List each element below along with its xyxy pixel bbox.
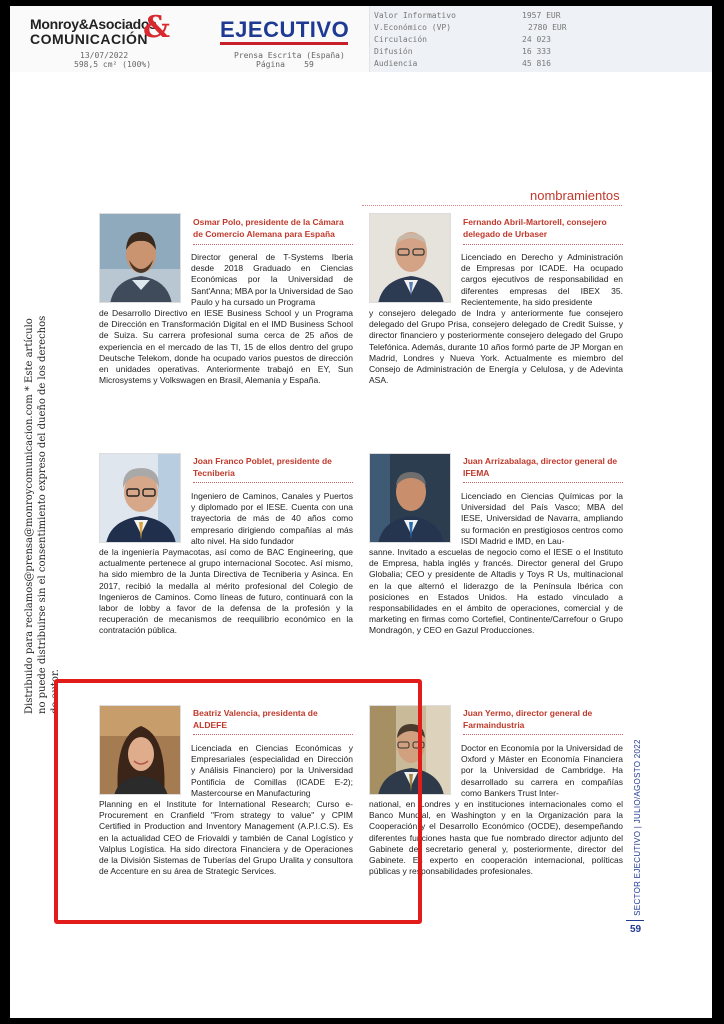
portrait-photo bbox=[369, 213, 451, 303]
profile-rule bbox=[193, 482, 353, 483]
stat-value: 1957 EUR bbox=[522, 11, 561, 20]
publication-underline bbox=[220, 42, 348, 45]
profile-name-title: Osmar Polo, presidente de la Cámara de Comercio Alemana para España bbox=[193, 217, 344, 239]
stat-row bbox=[374, 11, 708, 21]
stat-label: V.Económico (VP) bbox=[374, 23, 452, 32]
profile-body-continued: national, en Londres y en instituciones internacionales como el Banco Mundial, en Washington y en la Organización para la Cooperación y el Desarrollo Económico (OCDE), desempeñando diferentes funciones hasta que fue nombrado director adjunto del Gabinete del secretario general y, posteriormente, director del Gabinete. Es experto en cooperación internacional, políticas públicas y responsabilidades profesionales. bbox=[369, 799, 623, 877]
profile-rule bbox=[463, 734, 623, 735]
profile-rule bbox=[193, 244, 353, 245]
agency-ampersand-logo: & bbox=[143, 10, 171, 45]
clipping-size: 598,5 cm² (100%) bbox=[74, 60, 152, 69]
profile-body: Doctor en Economía por la Universidad de Oxford y Máster en Economía Financiera por la Universidad de Cambridge. Ha desarrollado su carrera en compañías como Bankers Trust Inter- bbox=[461, 743, 623, 798]
vertical-footer bbox=[629, 739, 645, 924]
clipping-header bbox=[10, 6, 712, 72]
portrait-photo bbox=[99, 453, 181, 543]
profile-body-continued: sanne. Invitado a escuelas de negocio como el IESE o el Instituto de Empresa, habla inglés y francés. Director general del Grupo Globalia; CEO y presidente de Altadis y Toys R Us, multinacional en la que alternó el liderazgo de la Península Ibérica con posiciones en Estados Unidos. Ha estado vinculado a responsabilidades en el ámbito de operaciones, comercial y de marketing en firmas como Cortefiel, Continente/Carrefour o Grupo Mondragón, y CEO en Gazul Producciones. bbox=[369, 547, 623, 636]
red-highlight-box bbox=[54, 679, 422, 924]
page-number: 59 bbox=[630, 924, 642, 935]
page-value: 59 bbox=[304, 60, 314, 69]
publication-name: EJECUTIVO bbox=[220, 17, 350, 42]
stat-row bbox=[374, 59, 708, 69]
stat-label: Circulación bbox=[374, 35, 427, 44]
clipping-stats bbox=[370, 6, 712, 72]
stat-label: Valor Informativo bbox=[374, 11, 456, 20]
profile-body: Director general de T-Systems Iberia desde 2018 Graduado en Ciencias Económicas por la Universidad de Sant'Anna; MBA por la Universidad de Sao Paulo y ha cursado un Programa bbox=[191, 252, 353, 307]
agency-name-line1: Monroy&Asociados bbox=[30, 16, 157, 32]
magazine-page bbox=[10, 6, 712, 1018]
portrait-photo bbox=[369, 453, 451, 543]
agency-name-line2: COMUNICACIÓN bbox=[30, 31, 148, 47]
section-title: nombramientos bbox=[530, 188, 620, 203]
section-rule bbox=[362, 205, 622, 206]
profile-name-title: Beatriz Valencia, presidenta de ALDEFE bbox=[193, 708, 318, 730]
profile-name-title: Juan Arrizabalaga, director general de IFEMA bbox=[463, 456, 618, 478]
profile-body: Licenciada en Ciencias Económicas y Empresariales (especialidad en Dirección y Análisis Financiero) por la Universidad Pontificia de Comillas (ICADE E-2); Mastercourse en Manufacturing bbox=[191, 743, 353, 798]
profile-body-continued: de Desarrollo Directivo en IESE Business School y un Programa de Dirección en Transformación Digital en el IMD Business School de Suiza. Su carrera profesional suma cerca de 25 años de experiencia en el mercado de las TI, 15 de ellos dentro del grupo Deutsche Telekom, donde ha ocupado varios puestos de dirección en unidades operativas. Anteriormente trabajó en EY, Sun Microsystems y Volkswagen en Brasil, Alemania y España. bbox=[99, 308, 353, 386]
publication-page bbox=[256, 60, 314, 69]
vertical-footer-text: SECTOR EJECUTIVO | JULIO/AGOSTO 2022 bbox=[633, 739, 642, 916]
stat-row bbox=[374, 35, 708, 45]
stat-row bbox=[374, 47, 708, 57]
clipping-date: 13/07/2022 bbox=[80, 51, 129, 60]
profile-body: Licenciado en Ciencias Químicas por la Universidad del País Vasco; MBA del IESE, Universidad de Navarra, ampliando su formación en prestigiosos centros como ISDI Madrid e IMD, en Lau- bbox=[461, 491, 623, 546]
profile-rule bbox=[463, 482, 623, 483]
portrait-photo bbox=[99, 213, 181, 303]
profile-name-title: Juan Yermo, director general de Farmaindustria bbox=[463, 708, 593, 730]
profile-body-continued: y consejero delegado de Indra y anteriormente fue consejero delegado del Grupo Prisa, consejero delegado de Credit Suisse, y director financiero y posteriormente consejero delegado del Grupo Telefónica. Además, durante 10 años formó parte de JP Morgan en Madrid, Londres y Nueva York. Actualmente es miembro del Consejo de Administración de Energía y Celulosa, y de Adevinta ASA. bbox=[369, 308, 623, 386]
profile-rule bbox=[463, 244, 623, 245]
profile-body: Ingeniero de Caminos, Canales y Puertos y diplomado por el IESE. Cuenta con una trayectoria de más de 40 años como empresario dirigiendo compañías al más alto nivel. Ha sido fundador bbox=[191, 491, 353, 546]
stat-row bbox=[374, 23, 708, 33]
footer-rule bbox=[626, 920, 644, 921]
profile-body-continued: de la ingeniería Paymacotas, así como de BAC Engineering, que actualmente pertenece al grupo internacional Socotec. Así mismo, ha sido miembro de la Junta Directiva de Tecniberia y Asinca. En 2017, recibió la medalla al mérito profesional del Colegio de Ingenieros de Caminos. Como líneas de futuro, continuará con la labor de lobby a favor de la defensa de la profesión y la recuperación de mecanismos de reequilibrio económico en la contratación pública. bbox=[99, 547, 353, 636]
profile-body-continued: Planning en el Institute for International Research; Curso e-Procurement en Cranfield "From strategy to value" y CPIM Certified in Production and Inventory Management (A.P.I.C.S). Es en la actualidad CEO de Friovaldi y también de Canal Logístico y Valplus Logística. Ha sido directora Financiera y de Operaciones de la División Sistemas de Tuberías del Grupo Uralita y consultora de Accenture en su área de Strategic Services. bbox=[99, 799, 353, 877]
publication-type: Prensa Escrita (España) bbox=[234, 51, 345, 60]
profile-name-title: Fernando Abril-Martorell, consejero delegado de Urbaser bbox=[463, 217, 607, 239]
stat-label: Audiencia bbox=[374, 59, 418, 68]
page-label: Página bbox=[256, 60, 285, 69]
copyright-side-notice: Distribuido para reclamos@prensa@monroycomunicacion.com * Este artículo no puede distribuirse sin el consentimiento expreso del dueño de los derechos de autor. bbox=[24, 315, 61, 714]
agency-logo-block bbox=[10, 6, 370, 72]
stat-value: 16 333 bbox=[522, 47, 551, 56]
stat-value: 2780 EUR bbox=[528, 23, 567, 32]
stat-value: 24 023 bbox=[522, 35, 551, 44]
stat-value: 45 816 bbox=[522, 59, 551, 68]
profile-body: Licenciado en Derecho y Administración de Empresas por ICADE. Ha ocupado cargos ejecutivos de responsabilidad en diferentes empresas del IBEX 35. Recientemente, ha sido presidente bbox=[461, 252, 623, 307]
profile-name-title: Joan Franco Poblet, presidente de Tecniberia bbox=[193, 456, 332, 478]
stat-label: Difusión bbox=[374, 47, 413, 56]
